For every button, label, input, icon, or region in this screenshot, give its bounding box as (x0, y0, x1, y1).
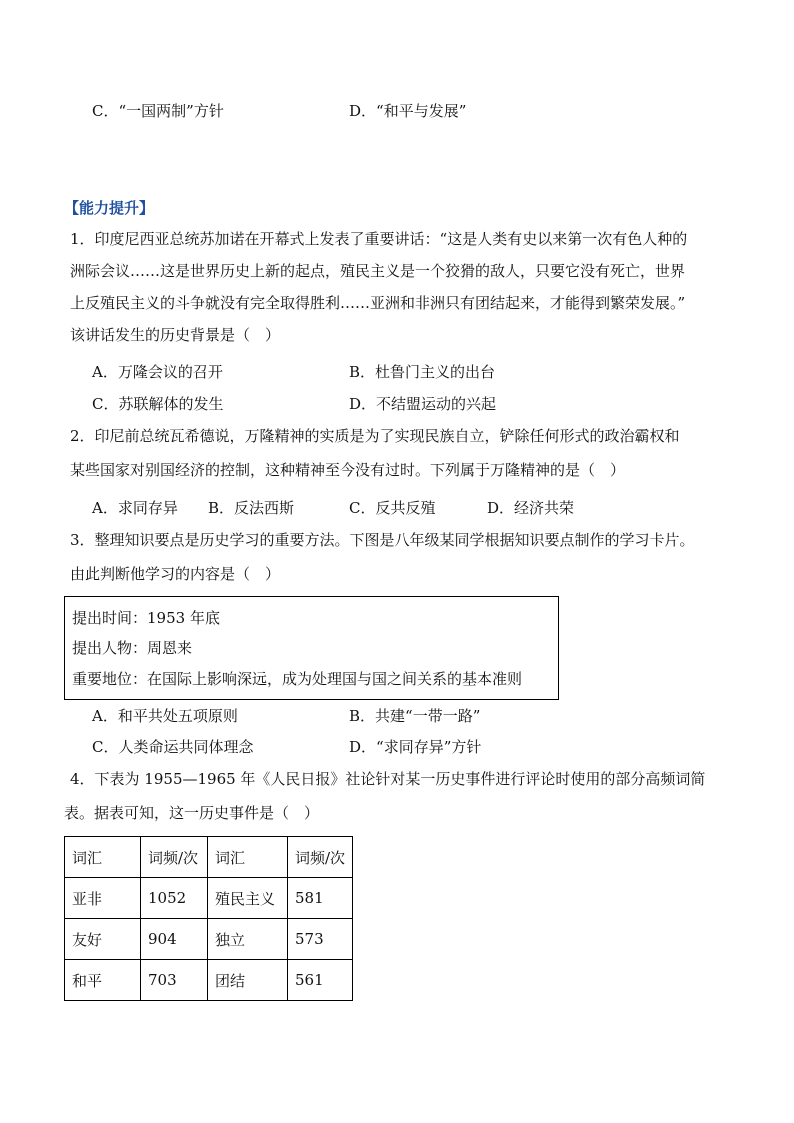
study-card (64, 596, 559, 700)
option-c: C．苏联解体的发生 (92, 395, 224, 413)
option-d: D．“和平与发展” (349, 102, 467, 120)
table-header-cell: 词汇 (208, 837, 288, 878)
table-header-cell: 词汇 (65, 837, 141, 878)
table-header-row (65, 837, 353, 878)
option-a: A．和平共处五项原则 (92, 707, 238, 725)
table-cell: 团结 (208, 960, 288, 1001)
table-header-cell: 词频/次 (288, 837, 353, 878)
option-a: A．万隆会议的召开 (92, 363, 223, 381)
question-text-line: 表。据表可知，这一历史事件是（ ） (64, 804, 320, 822)
question-text-line: 该讲话发生的历史背景是（ ） (70, 326, 281, 344)
option-b: B．反法西斯 (208, 499, 295, 517)
option-c: C．“一国两制”方针 (92, 102, 224, 120)
section-title: 【能力提升】 (64, 199, 155, 217)
table-cell: 友好 (65, 919, 141, 960)
table-cell: 独立 (208, 919, 288, 960)
table-cell: 904 (141, 919, 208, 960)
option-a: A．求同存异 (92, 499, 178, 517)
question-text-line: 洲际会议……这是世界历史上新的起点，殖民主义是一个狡猾的敌人，只要它没有死亡，世界 (70, 262, 686, 280)
option-d: D．不结盟运动的兴起 (349, 395, 497, 413)
option-d: D．“求同存异”方针 (349, 738, 482, 756)
option-b: B．杜鲁门主义的出台 (349, 363, 496, 381)
table-header-cell: 词频/次 (141, 837, 208, 878)
table-cell: 1052 (141, 878, 208, 919)
table-cell: 703 (141, 960, 208, 1001)
question-text-line: 上反殖民主义的斗争就没有完全取得胜利……亚洲和非洲只有团结起来，才能得到繁荣发展。” (70, 294, 686, 312)
table-cell: 561 (288, 960, 353, 1001)
table-cell: 亚非 (65, 878, 141, 919)
option-c: C．反共反殖 (349, 499, 436, 517)
option-c: C．人类命运共同体理念 (92, 738, 254, 756)
table-row (65, 960, 353, 1001)
question-text-line: 1．印度尼西亚总统苏加诺在开幕式上发表了重要讲话：“这是人类有史以来第一次有色人种的 (70, 230, 688, 248)
card-line-person: 提出人物：周恩来 (72, 639, 193, 657)
card-line-status: 重要地位：在国际上影响深远，成为处理国与国之间关系的基本准则 (72, 670, 523, 688)
table-row (65, 919, 353, 960)
table-cell: 殖民主义 (208, 878, 288, 919)
question-text-line: 4．下表为 1955—1965 年《人民日报》社论针对某一历史事件进行评论时使用的部分高频词简 (70, 770, 706, 788)
word-frequency-table (64, 836, 353, 1001)
table-row (65, 878, 353, 919)
table-cell: 581 (288, 878, 353, 919)
question-text-line: 由此判断他学习的内容是（ ） (70, 565, 281, 583)
option-d: D．经济共荣 (487, 499, 575, 517)
question-text-line: 2．印尼前总统瓦希德说，万隆精神的实质是为了实现民族自立，铲除任何形式的政治霸权和 (70, 427, 680, 445)
card-line-time: 提出时间：1953 年底 (72, 609, 220, 627)
question-text-line: 3．整理知识要点是历史学习的重要方法。下图是八年级某同学根据知识要点制作的学习卡片。 (70, 531, 695, 549)
option-b: B．共建“一带一路” (349, 707, 481, 725)
table-cell: 573 (288, 919, 353, 960)
table-cell: 和平 (65, 960, 141, 1001)
question-text-line: 某些国家对别国经济的控制，这种精神至今没有过时。下列属于万隆精神的是（ ） (70, 461, 626, 479)
